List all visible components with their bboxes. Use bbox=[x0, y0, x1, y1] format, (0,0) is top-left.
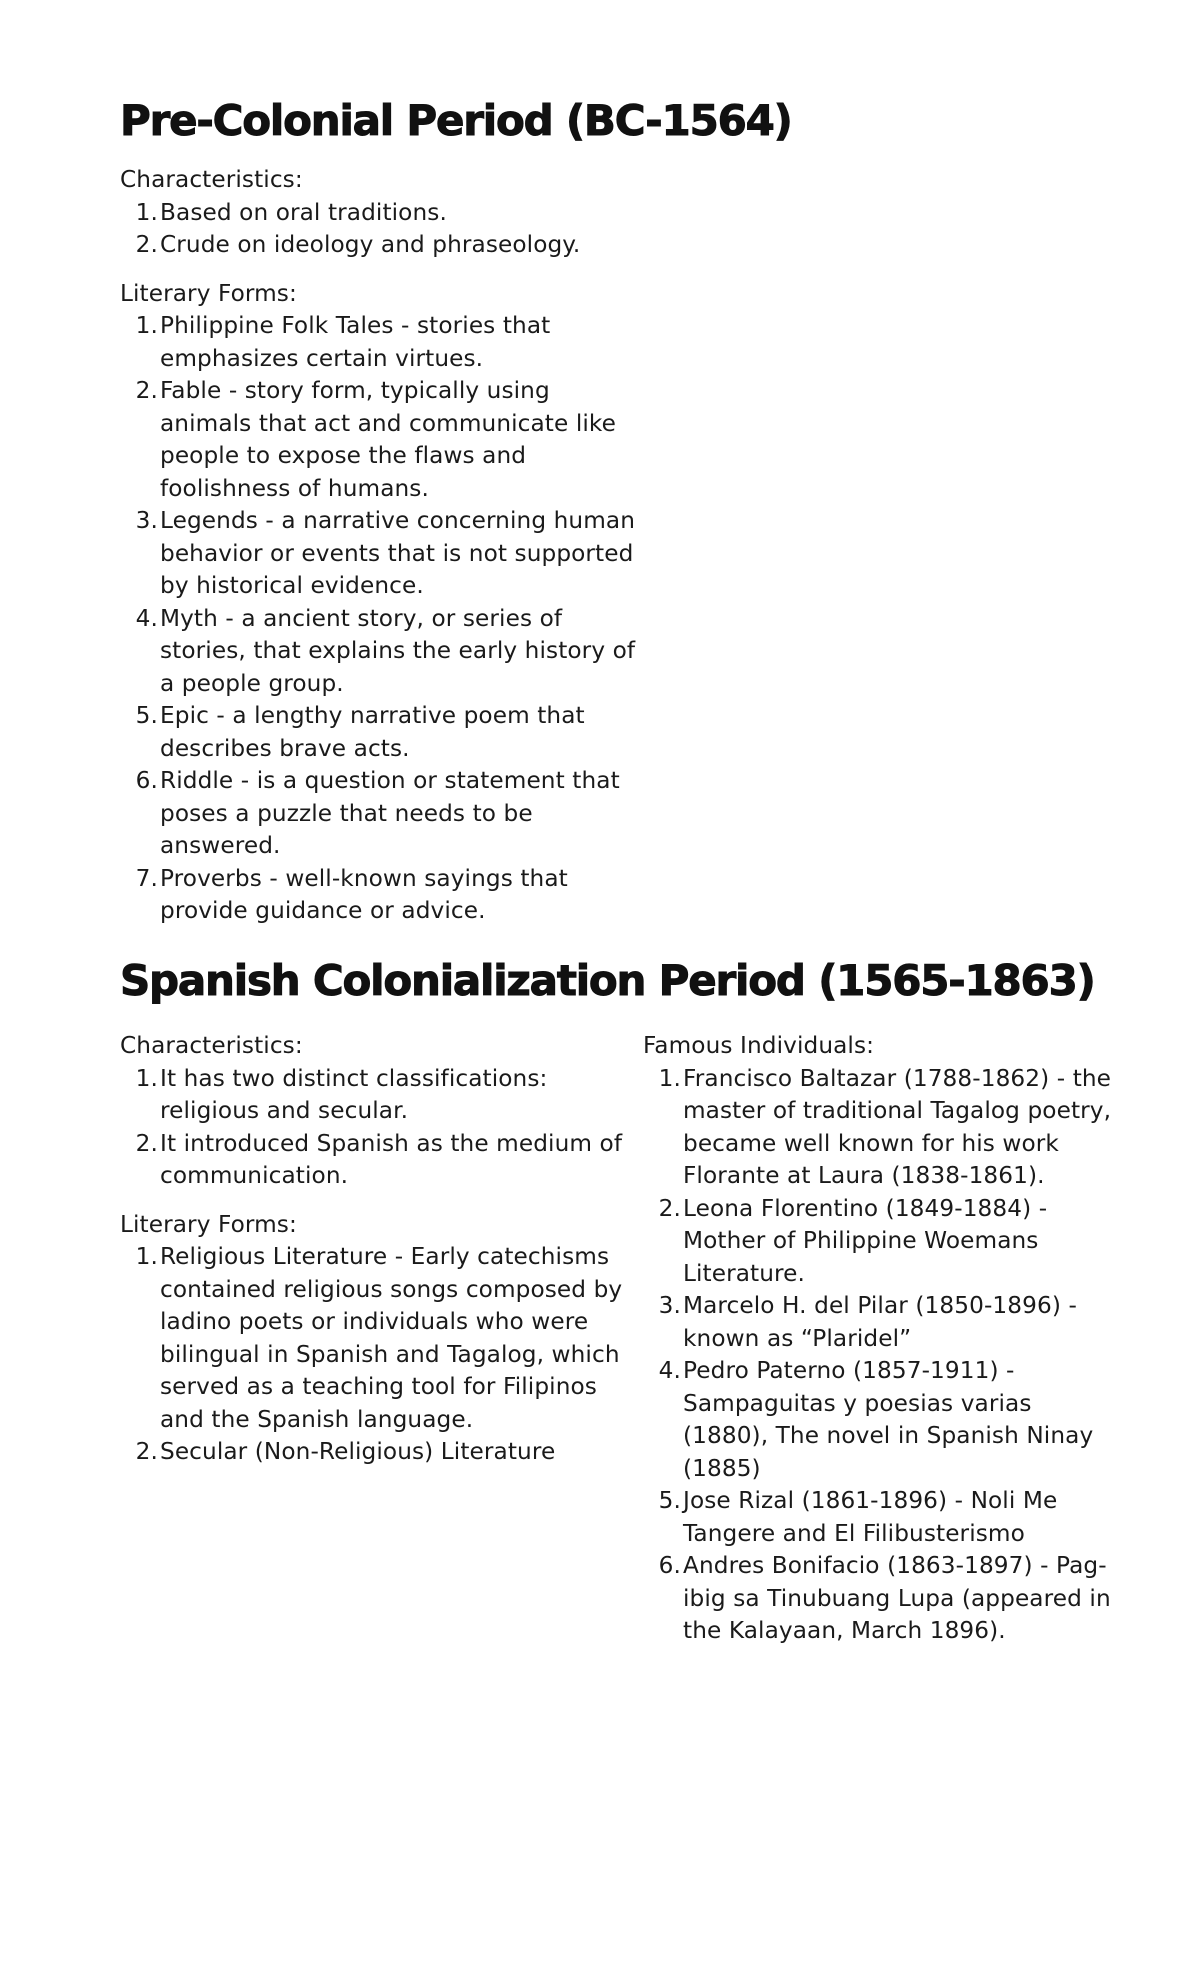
list-item bbox=[643, 1355, 1123, 1485]
list-number: 1. bbox=[658, 1064, 681, 1092]
list-text: Epic - a lengthy narrative poem that describes brave acts. bbox=[160, 702, 585, 762]
list-text: Secular (Non-Religious) Literature bbox=[160, 1438, 556, 1465]
list-text: Based on oral traditions. bbox=[160, 198, 447, 226]
pre-colonial-forms-label: Literary Forms: bbox=[120, 279, 297, 307]
list-item bbox=[120, 863, 640, 928]
list-text: Riddle - is a question or statement that poses a puzzle that needs to be answered. bbox=[160, 767, 620, 859]
list-text: Leona Florentino (1849-1884) - Mother of Philippine Woemans Literature. bbox=[683, 1194, 1048, 1287]
list-text: Philippine Folk Tales - stories that emphasizes certain virtues. bbox=[160, 312, 551, 372]
list-number: 1. bbox=[135, 198, 158, 226]
list-item bbox=[643, 1063, 1123, 1193]
pre-colonial-title: Pre-Colonial Period (BC-1564) bbox=[120, 96, 792, 145]
list-number: 2. bbox=[135, 1438, 158, 1465]
list-text: Religious Literature - Early catechisms contained religious songs composed by ladino poets or individuals who were bilingual in Spanish and Tagalog, which served as a teaching tool for Filipinos and the Spanish language. bbox=[160, 1243, 623, 1433]
list-text: Myth - a ancient story, or series of stories, that explains the early history of a people group. bbox=[160, 604, 636, 697]
list-item bbox=[120, 765, 640, 863]
list-item bbox=[120, 1063, 640, 1128]
spanish-period-title: Spanish Colonialization Period (1565-1863) bbox=[120, 956, 1095, 1005]
list-text: Legends - a narrative concerning human behavior or events that is not supported by historical evidence. bbox=[160, 507, 635, 599]
spanish-left-column bbox=[120, 1030, 640, 1485]
spanish-characteristics-list bbox=[120, 1063, 640, 1193]
list-item bbox=[120, 375, 640, 505]
list-number: 6. bbox=[658, 1552, 681, 1579]
list-item bbox=[120, 1241, 640, 1436]
list-number: 1. bbox=[135, 312, 158, 339]
list-number: 3. bbox=[135, 507, 158, 534]
list-item bbox=[120, 197, 640, 230]
list-item bbox=[120, 603, 640, 701]
spanish-forms-list bbox=[120, 1241, 640, 1469]
list-text: Andres Bonifacio (1863-1897) - Pag-ibig sa Tinubuang Lupa (appeared in the Kalayaan, March 1896). bbox=[683, 1552, 1111, 1644]
list-text: Francisco Baltazar (1788-1862) - the master of traditional Tagalog poetry, became well known for his work Florante at Laura (1838-1861). bbox=[683, 1064, 1112, 1189]
list-text: Proverbs - well-known sayings that provide guidance or advice. bbox=[160, 864, 568, 924]
list-item bbox=[120, 310, 640, 375]
list-item bbox=[120, 1128, 640, 1193]
list-text: Fable - story form, typically using animals that act and communicate like people to expose the flaws and foolishness of humans. bbox=[160, 377, 616, 502]
list-item bbox=[643, 1290, 1123, 1355]
pre-colonial-section bbox=[120, 164, 640, 944]
list-number: 1. bbox=[135, 1243, 158, 1270]
list-text: Marcelo H. del Pilar (1850-1896) - known as “Plaridel” bbox=[683, 1292, 1077, 1352]
pre-colonial-forms-list bbox=[120, 310, 640, 928]
list-item bbox=[643, 1193, 1123, 1291]
list-item bbox=[120, 505, 640, 603]
list-item bbox=[643, 1485, 1123, 1550]
list-text: Pedro Paterno (1857-1911) - Sampaguitas y poesias varias (1880), The novel in Spanish Ninay (1885) bbox=[683, 1357, 1094, 1482]
list-number: 5. bbox=[135, 702, 158, 729]
list-item bbox=[120, 229, 640, 262]
list-number: 3. bbox=[658, 1292, 681, 1319]
list-number: 5. bbox=[658, 1487, 681, 1514]
spanish-characteristics-label: Characteristics: bbox=[120, 1032, 303, 1059]
famous-individuals-list bbox=[643, 1063, 1123, 1648]
pre-colonial-characteristics-label: Characteristics: bbox=[120, 166, 303, 193]
list-number: 4. bbox=[135, 604, 158, 632]
list-item bbox=[643, 1550, 1123, 1648]
list-number: 1. bbox=[135, 1064, 158, 1092]
list-number: 2. bbox=[135, 377, 158, 404]
list-number: 2. bbox=[658, 1194, 681, 1222]
list-number: 4. bbox=[658, 1357, 681, 1384]
list-text: Crude on ideology and phraseology. bbox=[160, 231, 581, 258]
spanish-right-column bbox=[643, 1030, 1123, 1664]
list-item bbox=[120, 1436, 640, 1469]
list-number: 6. bbox=[135, 767, 158, 794]
list-text: It introduced Spanish as the medium of communication. bbox=[160, 1129, 623, 1189]
list-text: It has two distinct classifications: religious and secular. bbox=[160, 1064, 548, 1124]
pre-colonial-characteristics-list bbox=[120, 197, 640, 262]
list-number: 7. bbox=[135, 864, 158, 892]
famous-individuals-label: Famous Individuals: bbox=[643, 1032, 875, 1059]
list-number: 2. bbox=[135, 1129, 158, 1157]
list-item bbox=[120, 700, 640, 765]
list-text: Jose Rizal (1861-1896) - Noli Me Tangere and El Filibusterismo bbox=[683, 1487, 1058, 1547]
spanish-forms-label: Literary Forms: bbox=[120, 1210, 297, 1238]
list-number: 2. bbox=[135, 231, 158, 258]
